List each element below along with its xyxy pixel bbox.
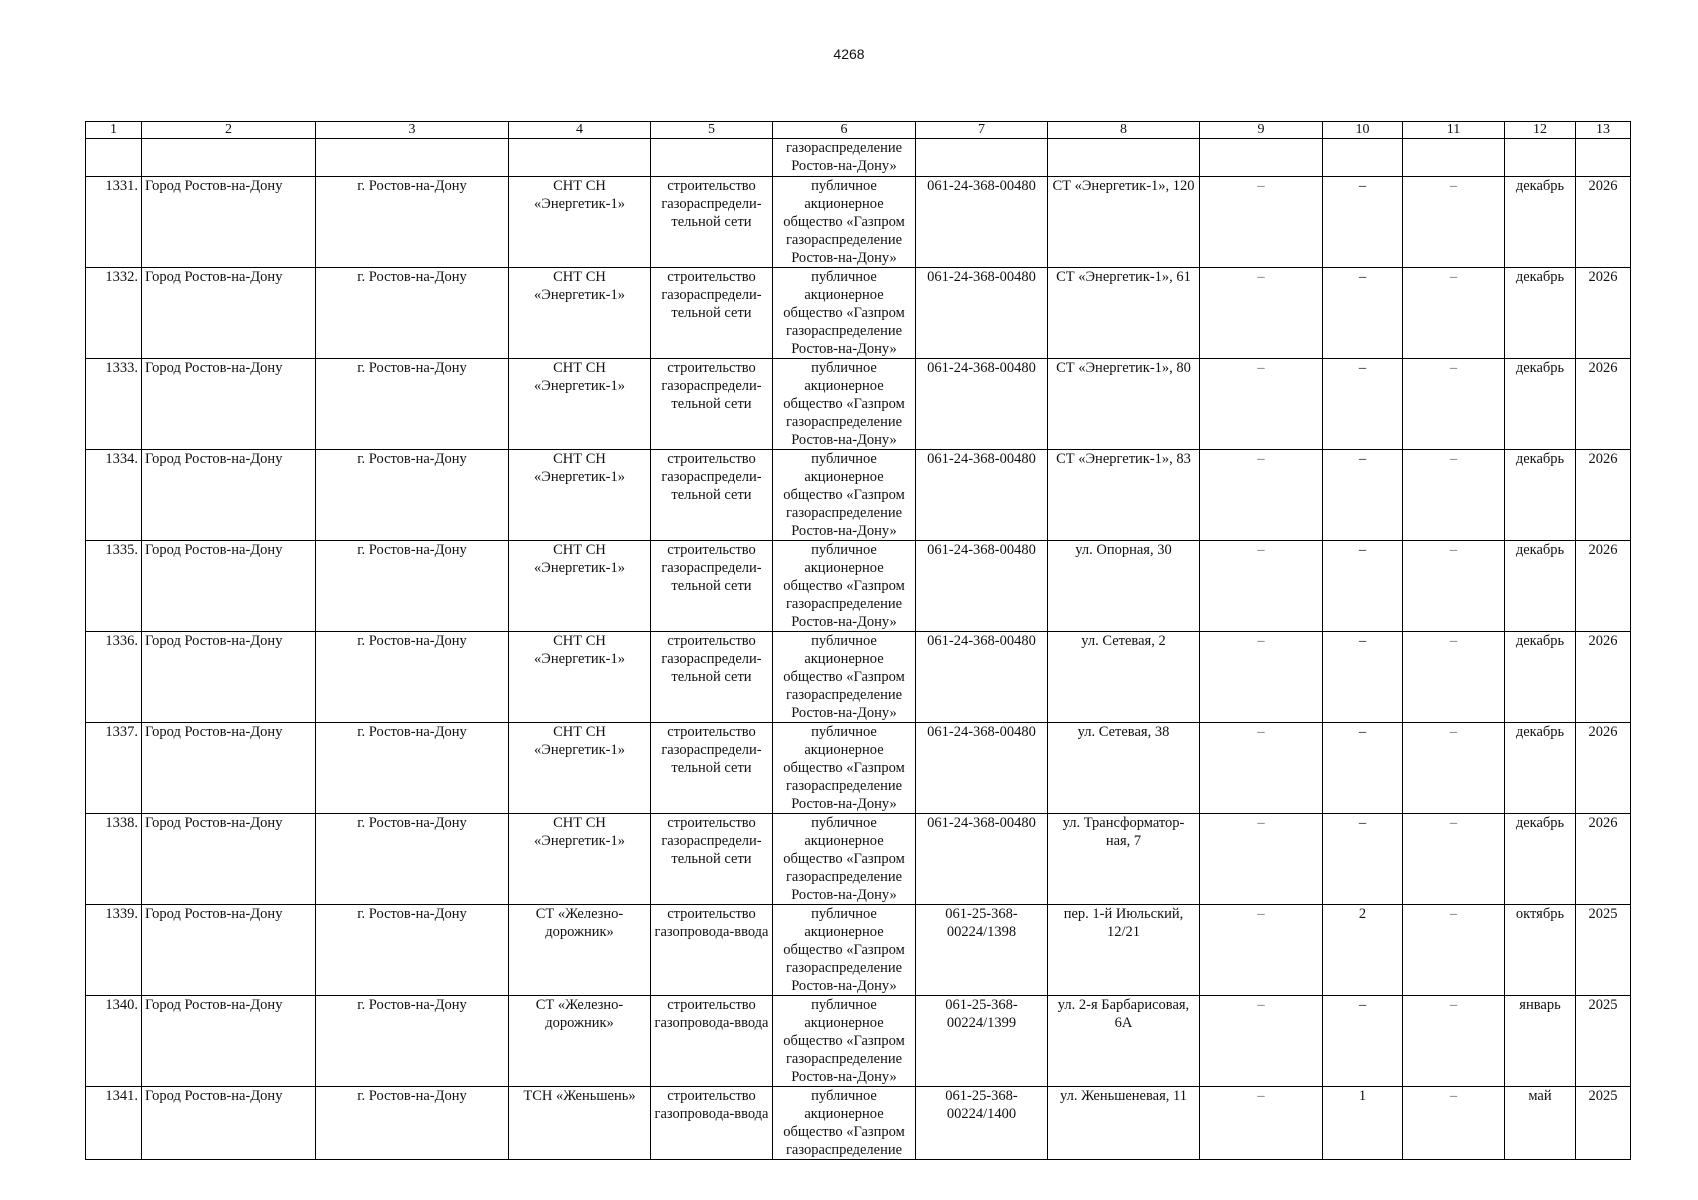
table-cell: – [1200,359,1323,450]
table-cell: январь [1505,996,1576,1087]
column-header: 7 [916,122,1048,139]
table-row [86,723,1631,814]
table-cell: – [1323,541,1403,632]
table-cell: – [1403,632,1505,723]
table-cell [916,139,1048,177]
table-cell: г. Ростов-на-Дону [316,996,509,1087]
table-cell: 2025 [1576,996,1631,1087]
table-cell: публичное акционерное общество «Газпром газораспределение Ростов-на-Дону» [773,996,916,1087]
table-cell: – [1200,450,1323,541]
table-row [86,996,1631,1087]
table-cell: 061-24-368-00480 [916,541,1048,632]
table-cell: г. Ростов-на-Дону [316,541,509,632]
table-cell: октябрь [1505,905,1576,996]
table-row [86,268,1631,359]
table-cell: Город Ростов-на-Дону [142,541,316,632]
table-cell: г. Ростов-на-Дону [316,723,509,814]
table-cell: газораспределение Ростов-на-Дону» [773,139,916,177]
table-cell: г. Ростов-на-Дону [316,450,509,541]
table-body [86,177,1631,1160]
table-cell: декабрь [1505,632,1576,723]
table-cell [316,139,509,177]
table-cell [509,139,651,177]
column-header: 11 [1403,122,1505,139]
table-row [86,541,1631,632]
continuation-row [86,139,1631,177]
table-cell: – [1323,268,1403,359]
table-cell: – [1323,359,1403,450]
table-cell: 061-24-368-00480 [916,814,1048,905]
table-cell [86,139,142,177]
table-cell: 1333. [86,359,142,450]
table-cell: – [1200,996,1323,1087]
table-cell: 1335. [86,541,142,632]
table-cell: СНТ СН «Энергетик-1» [509,723,651,814]
table-cell: 2026 [1576,541,1631,632]
column-header: 13 [1576,122,1631,139]
table-cell: СТ «Железно-дорожник» [509,905,651,996]
table-cell: – [1403,723,1505,814]
table-cell: ТСН «Женьшень» [509,1087,651,1160]
table-cell: – [1403,814,1505,905]
table-cell: Город Ростов-на-Дону [142,723,316,814]
table-cell: 061-25-368-00224/1398 [916,905,1048,996]
table-cell [1323,139,1403,177]
table-cell: публичное акционерное общество «Газпром газораспределение Ростов-на-Дону» [773,541,916,632]
table-cell: СТ «Энергетик-1», 83 [1048,450,1200,541]
table-cell: – [1403,541,1505,632]
gasification-table [85,121,1631,1160]
table-cell: 2 [1323,905,1403,996]
table-cell: – [1403,996,1505,1087]
table-cell: – [1200,723,1323,814]
table-row [86,632,1631,723]
table-cell: ул. Трансформатор-ная, 7 [1048,814,1200,905]
column-header: 4 [509,122,651,139]
table-cell [1505,139,1576,177]
table-cell: 2026 [1576,177,1631,268]
table-cell: 2026 [1576,359,1631,450]
table-cell: 061-24-368-00480 [916,359,1048,450]
table-cell: 2025 [1576,905,1631,996]
table-cell: – [1403,268,1505,359]
table-cell [1048,139,1200,177]
column-header: 2 [142,122,316,139]
table-cell: строительство газораспредели-тельной сети [651,268,773,359]
table-cell: ул. 2-я Барбарисовая, 6А [1048,996,1200,1087]
table-cell: 1337. [86,723,142,814]
table-cell: 1336. [86,632,142,723]
column-header: 5 [651,122,773,139]
table-cell: – [1200,814,1323,905]
table-cell: строительство газораспредели-тельной сети [651,632,773,723]
table-cell: Город Ростов-на-Дону [142,268,316,359]
table-cell: г. Ростов-на-Дону [316,814,509,905]
table-cell: 1341. [86,1087,142,1160]
table-cell: – [1200,632,1323,723]
table-cell: Город Ростов-на-Дону [142,359,316,450]
table-cell: строительство газораспредели-тельной сети [651,814,773,905]
table-cell: декабрь [1505,177,1576,268]
table-cell: г. Ростов-на-Дону [316,359,509,450]
column-header: 10 [1323,122,1403,139]
table-cell: 2026 [1576,268,1631,359]
table-cell: ул. Женьшеневая, 11 [1048,1087,1200,1160]
table-cell: г. Ростов-на-Дону [316,1087,509,1160]
page-number: 4268 [833,46,865,62]
table-cell: декабрь [1505,359,1576,450]
table-cell: публичное акционерное общество «Газпром газораспределение Ростов-на-Дону» [773,268,916,359]
table-cell [1403,139,1505,177]
table-cell: – [1323,450,1403,541]
table-cell: г. Ростов-на-Дону [316,905,509,996]
column-header: 12 [1505,122,1576,139]
table-cell: 061-24-368-00480 [916,450,1048,541]
table-cell: – [1403,905,1505,996]
table-cell: публичное акционерное общество «Газпром газораспределение Ростов-на-Дону» [773,723,916,814]
table-cell: 2026 [1576,450,1631,541]
table-cell: СТ «Энергетик-1», 80 [1048,359,1200,450]
table-cell: Город Ростов-на-Дону [142,814,316,905]
table-cell: май [1505,1087,1576,1160]
table-cell: – [1200,541,1323,632]
table-cell: строительство газораспредели-тельной сети [651,723,773,814]
table-cell: 061-24-368-00480 [916,723,1048,814]
table-cell: 061-25-368-00224/1399 [916,996,1048,1087]
table-cell: – [1200,905,1323,996]
table-cell: СНТ СН «Энергетик-1» [509,177,651,268]
table-cell: – [1323,177,1403,268]
table-cell: публичное акционерное общество «Газпром газораспределение Ростов-на-Дону» [773,814,916,905]
table-cell: строительство газораспредели-тельной сети [651,450,773,541]
table-cell: СНТ СН «Энергетик-1» [509,359,651,450]
table-cell: ул. Сетевая, 2 [1048,632,1200,723]
table-cell: СНТ СН «Энергетик-1» [509,268,651,359]
table-cell: – [1200,1087,1323,1160]
table-cell: публичное акционерное общество «Газпром газораспределение Ростов-на-Дону» [773,177,916,268]
table-cell [1576,139,1631,177]
column-header: 3 [316,122,509,139]
table-cell: 061-25-368-00224/1400 [916,1087,1048,1160]
table-cell: строительство газораспредели-тельной сети [651,359,773,450]
table-cell: декабрь [1505,723,1576,814]
table-cell: 1334. [86,450,142,541]
table-cell: Город Ростов-на-Дону [142,1087,316,1160]
table-cell: г. Ростов-на-Дону [316,268,509,359]
table-row [86,450,1631,541]
column-header: 9 [1200,122,1323,139]
column-header: 1 [86,122,142,139]
table-cell: декабрь [1505,268,1576,359]
table-cell [1200,139,1323,177]
table-row [86,359,1631,450]
table-cell: СТ «Железно-дорожник» [509,996,651,1087]
table-cell: СНТ СН «Энергетик-1» [509,541,651,632]
table-cell: Город Ростов-на-Дону [142,177,316,268]
table-cell: – [1403,177,1505,268]
table-cell: 2026 [1576,814,1631,905]
table-cell: строительство газопровода-ввода [651,996,773,1087]
table-cell: Город Ростов-на-Дону [142,450,316,541]
table-cell: 1338. [86,814,142,905]
table-cell: строительство газораспредели-тельной сети [651,541,773,632]
table-cell: 061-24-368-00480 [916,268,1048,359]
column-number-row [86,122,1631,139]
table-cell: строительство газораспредели-тельной сети [651,177,773,268]
table-cell: Город Ростов-на-Дону [142,996,316,1087]
table-cell: Город Ростов-на-Дону [142,632,316,723]
table-cell: 1339. [86,905,142,996]
table-cell: 1 [1323,1087,1403,1160]
table-cell: публичное акционерное общество «Газпром газораспределение Ростов-на-Дону» [773,905,916,996]
table-cell: СНТ СН «Энергетик-1» [509,450,651,541]
table-cell: декабрь [1505,814,1576,905]
table-cell: 1331. [86,177,142,268]
table-cell: строительство газопровода-ввода [651,1087,773,1160]
table-row [86,814,1631,905]
table-cell: декабрь [1505,450,1576,541]
table-cell: 061-24-368-00480 [916,632,1048,723]
table-cell: – [1200,268,1323,359]
table-cell: – [1323,632,1403,723]
table-cell: – [1323,814,1403,905]
table-cell: ул. Опорная, 30 [1048,541,1200,632]
table-row [86,177,1631,268]
column-header: 8 [1048,122,1200,139]
table-cell: публичное акционерное общество «Газпром газораспределение Ростов-на-Дону» [773,359,916,450]
table-cell: СНТ СН «Энергетик-1» [509,814,651,905]
table-cell: – [1323,996,1403,1087]
table-cell: – [1403,359,1505,450]
table-cell: Город Ростов-на-Дону [142,905,316,996]
table-cell: 1340. [86,996,142,1087]
table-cell [142,139,316,177]
column-header: 6 [773,122,916,139]
table-cell: 2026 [1576,632,1631,723]
table-cell: 2025 [1576,1087,1631,1160]
table-cell: публичное акционерное общество «Газпром газораспределение Ростов-на-Дону» [773,632,916,723]
table-cell: декабрь [1505,541,1576,632]
table-cell: – [1403,450,1505,541]
table-cell: г. Ростов-на-Дону [316,632,509,723]
table-cell: СНТ СН «Энергетик-1» [509,632,651,723]
table-cell: 061-24-368-00480 [916,177,1048,268]
table-cell: – [1323,723,1403,814]
table-row [86,905,1631,996]
table-cell: пер. 1-й Июльский, 12/21 [1048,905,1200,996]
table-cell: публичное акционерное общество «Газпром газораспределение [773,1087,916,1160]
table-cell: – [1403,1087,1505,1160]
table-cell: 2026 [1576,723,1631,814]
table-cell: – [1200,177,1323,268]
table-cell: СТ «Энергетик-1», 120 [1048,177,1200,268]
table-cell: ул. Сетевая, 38 [1048,723,1200,814]
table-cell [651,139,773,177]
table-cell: публичное акционерное общество «Газпром газораспределение Ростов-на-Дону» [773,450,916,541]
table-cell: г. Ростов-на-Дону [316,177,509,268]
table-row [86,1087,1631,1160]
table-cell: 1332. [86,268,142,359]
table-cell: строительство газопровода-ввода [651,905,773,996]
table-cell: СТ «Энергетик-1», 61 [1048,268,1200,359]
